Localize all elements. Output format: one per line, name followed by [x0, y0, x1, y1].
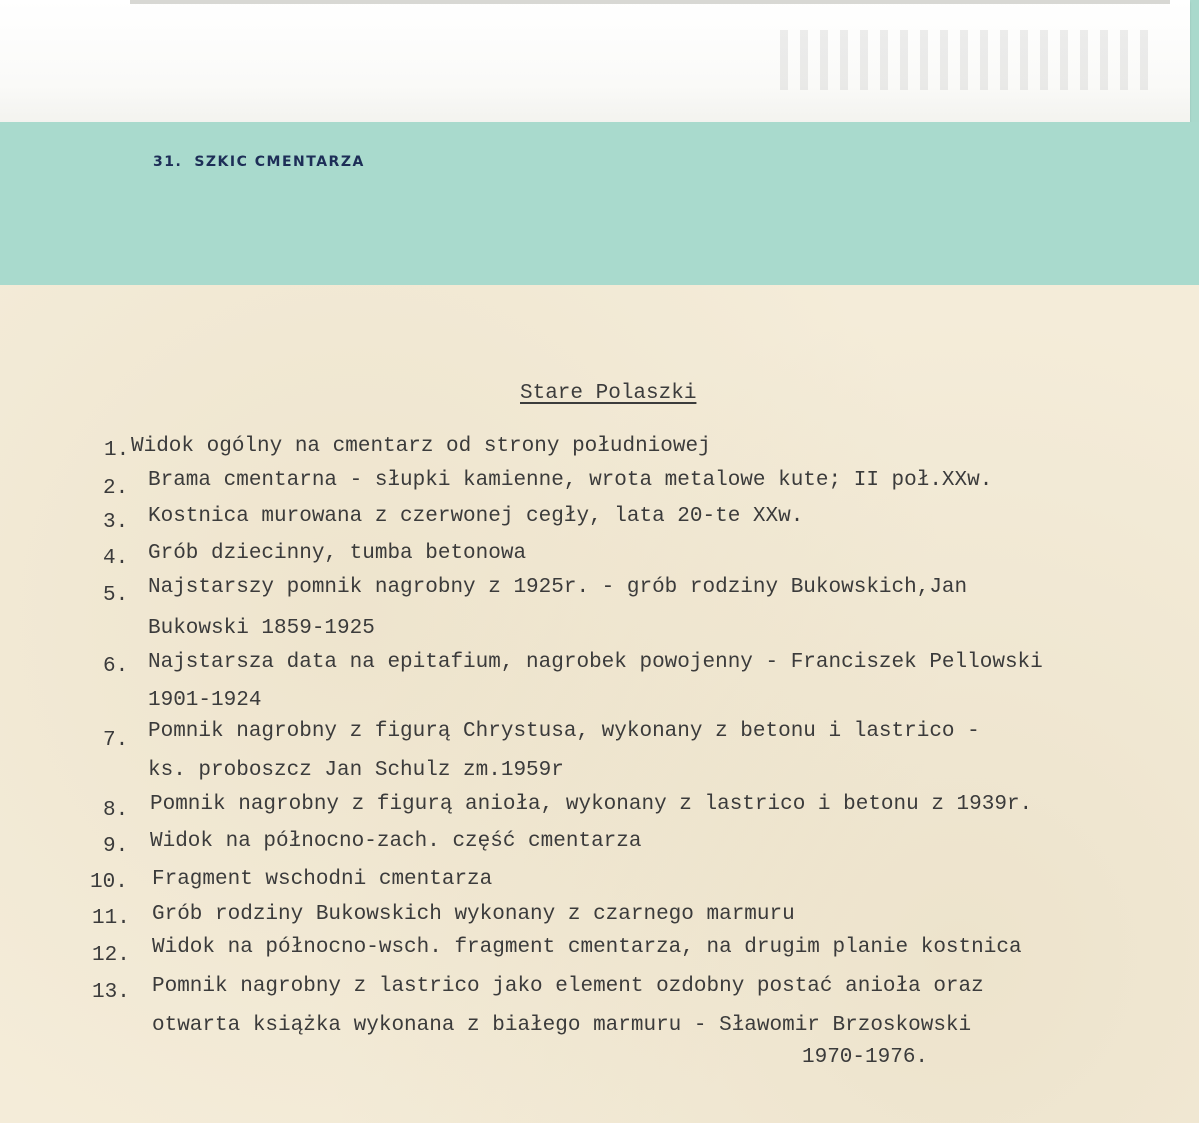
entry-number: 11. — [92, 907, 130, 930]
entry-number: 10. — [90, 871, 128, 894]
entry-text: Widok na północno-wsch. fragment cmentarza, na drugim planie kostnica — [152, 936, 1022, 959]
section-number: 31. — [153, 154, 183, 170]
entry-text: Kostnica murowana z czerwonej cegły, lata 20-te XXw. — [148, 505, 804, 528]
top-paper-sheet — [0, 0, 1190, 122]
entry-number: 1. — [104, 439, 130, 462]
show-through-writing — [780, 30, 1160, 90]
section-title: SZKIC CMENTARZA — [194, 154, 365, 170]
entry-text: Pomnik nagrobny z figurą anioła, wykonany z lastrico i betonu z 1939r. — [150, 793, 1033, 816]
entry-continuation: Bukowski 1859-1925 — [148, 617, 375, 640]
entry-number: 9. — [103, 835, 129, 858]
entry-text: Widok na północno-zach. część cmentarza — [150, 830, 642, 853]
header-band — [0, 122, 1199, 285]
entry-text: Najstarsza data na epitafium, nagrobek powojenny - Franciszek Pellowski — [148, 651, 1043, 674]
entry-number: 3. — [103, 511, 129, 534]
entry-text: Grób rodziny Bukowskich wykonany z czarnego marmuru — [152, 903, 795, 926]
entry-text: Widok ogólny na cmentarz od strony południowej — [131, 435, 711, 458]
section-heading — [153, 154, 365, 170]
entry-text: Najstarszy pomnik nagrobny z 1925r. - grób rodziny Bukowskich,Jan — [148, 576, 968, 599]
entry-text: Pomnik nagrobny z figurą Chrystusa, wykonany z betonu i lastrico - — [148, 720, 980, 743]
entry-number: 7. — [103, 729, 129, 752]
entry-continuation: ks. proboszcz Jan Schulz zm.1959r — [148, 759, 564, 782]
card-title: Stare Polaszki — [520, 382, 697, 405]
date-range: 1970-1976. — [802, 1046, 929, 1069]
entry-number: 13. — [92, 981, 130, 1004]
entry-number: 2. — [103, 477, 129, 500]
entry-text: Grób dziecinny, tumba betonowa — [148, 542, 527, 565]
entry-number: 4. — [103, 547, 129, 570]
entry-continuation: 1901-1924 — [148, 689, 262, 712]
entry-number: 6. — [103, 655, 129, 678]
entry-number: 8. — [103, 799, 129, 822]
entry-text: Fragment wschodni cmentarza — [152, 868, 493, 891]
entry-number: 12. — [92, 944, 130, 967]
entry-text: Brama cmentarna - słupki kamienne, wrota metalowe kute; II poł.XXw. — [148, 469, 993, 492]
paper-edge — [130, 0, 1170, 4]
entry-continuation: otwarta książka wykonana z białego marmuru - Sławomir Brzoskowski — [152, 1014, 972, 1037]
entry-text: Pomnik nagrobny z lastrico jako element ozdobny postać anioła oraz — [152, 975, 984, 998]
entry-number: 5. — [103, 584, 129, 607]
